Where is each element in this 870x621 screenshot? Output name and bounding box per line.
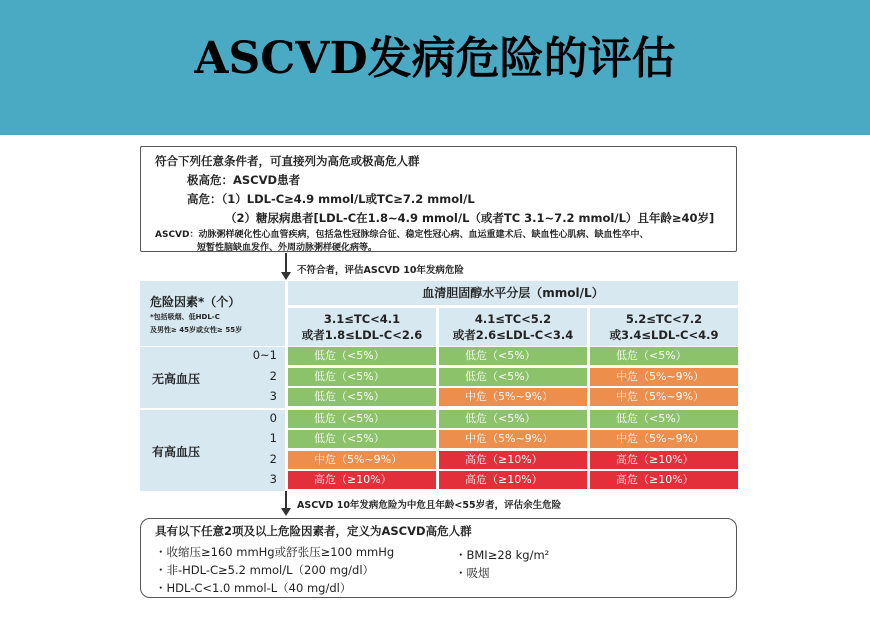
cholesterol-header: 血清胆固醇水平分层（mmol/L） <box>288 281 738 305</box>
risk-factor-note-1: *包括吸烟、低HDL-C <box>150 313 220 321</box>
very-high-risk-criteria: 极高危：ASCVD患者 <box>187 173 301 187</box>
risk-level-cell: 低危（<5%） <box>590 410 738 428</box>
risk-level-cell: 中危（5%~9%） <box>590 388 738 406</box>
risk-factor-count: 0 <box>269 410 277 425</box>
ascvd-note-continued: 短暂性脑缺血发作、外周动脉粥样硬化病等。 <box>197 243 378 253</box>
risk-level-cell: 低危（<5%） <box>288 430 436 448</box>
column-header-1 <box>288 308 436 346</box>
risk-level-cell: 中危（5%~9%） <box>288 451 436 469</box>
right-factor-1: ・BMI≥28 kg/m² <box>455 548 550 562</box>
risk-level-cell: 中危（5%~9%） <box>439 430 587 448</box>
column-header-tc: 5.2≤TC<7.2 <box>625 312 703 326</box>
column-header-3 <box>590 308 738 346</box>
risk-factor-count: 3 <box>269 389 277 403</box>
column-header-ldl: 或3.4≤LDL-C<4.9 <box>609 328 719 342</box>
flow-arrow-1 <box>285 253 287 273</box>
high-risk-criteria-1: 高危：（1）LDL-C≥4.9 mmol/L或TC≥7.2 mmol/L <box>187 192 475 206</box>
column-header-ldl: 或者1.8≤LDL-C<2.6 <box>301 328 423 342</box>
risk-level-cell: 高危（≥10%） <box>590 451 738 469</box>
page-title: ASCVD发病危险的评估 <box>194 33 676 84</box>
high-risk-criteria-2: （2）糖尿病患者[LDL-C在1.8~4.9 mmol/L（或者TC 3.1~7.2 mmol/L）且年龄≥40岁] <box>225 211 715 225</box>
risk-factor-note-2: 及男性≥ 45岁或女性≥ 55岁 <box>150 326 243 334</box>
risk-level-cell: 低危（<5%） <box>439 410 587 428</box>
criteria-box <box>140 146 737 252</box>
risk-level-cell: 低危（<5%） <box>288 410 436 428</box>
high-risk-factors-heading: 具有以下任意2项及以上危险因素者，定义为ASCVD高危人群 <box>155 524 472 538</box>
criteria-heading: 符合下列任意条件者，可直接列为高危或极高危人群 <box>155 154 420 168</box>
left-factor-3: ・HDL-C<1.0 mmol-L（40 mg/dl） <box>155 581 352 595</box>
flow-arrow-2-head <box>281 508 291 516</box>
risk-factor-count: 2 <box>269 451 277 466</box>
flow-arrow-1-label: 不符合者，评估ASCVD 10年发病危险 <box>297 265 464 276</box>
group-1 <box>140 347 285 408</box>
risk-level-cell: 高危（≥10%） <box>439 451 587 469</box>
risk-factor-header: 危险因素*（个） <box>150 295 241 309</box>
flow-arrow-2 <box>285 491 287 509</box>
risk-level-cell: 高危（≥10%） <box>288 471 436 489</box>
risk-level-cell: 中危（5%~9%） <box>590 430 738 448</box>
group-2 <box>140 410 285 491</box>
column-header-tc: 4.1≤TC<5.2 <box>474 312 552 326</box>
risk-level-cell: 低危（<5%） <box>590 347 738 365</box>
flow-arrow-1-head <box>281 272 291 280</box>
group-label: 有高血压 <box>152 444 201 459</box>
risk-level-cell: 高危（≥10%） <box>439 471 587 489</box>
risk-factor-count: 3 <box>269 472 277 486</box>
risk-level-cell: 低危（<5%） <box>288 368 436 386</box>
risk-level-cell: 低危（<5%） <box>288 347 436 365</box>
risk-level-cell: 高危（≥10%） <box>590 471 738 489</box>
risk-level-cell: 中危（5%~9%） <box>590 368 738 386</box>
risk-level-cell: 中危（5%~9%） <box>439 388 587 406</box>
risk-factor-count: 0~1 <box>252 348 277 362</box>
group-label: 无高血压 <box>152 371 201 386</box>
risk-level-cell: 低危（<5%） <box>439 347 587 365</box>
ascvd-note: ASCVD：动脉粥样硬化性心血管疾病，包括急性冠脉综合征、稳定性冠心病、血运重建术后、缺血性心肌病、缺血性卒中、 <box>155 230 649 240</box>
risk-factor-header-cell <box>140 281 285 346</box>
flow-arrow-2-label: ASCVD 10年发病危险为中危且年龄<55岁者，评估余生危险 <box>297 500 562 511</box>
column-header-2 <box>439 308 587 346</box>
right-factor-2: ・吸烟 <box>455 566 490 580</box>
risk-table <box>140 281 738 491</box>
left-factor-2: ・非-HDL-C≥5.2 mmol/L（200 mg/dl） <box>155 563 375 577</box>
risk-level-cell: 低危（<5%） <box>439 368 587 386</box>
risk-factor-count: 1 <box>269 431 277 445</box>
high-risk-factors-box <box>140 518 737 598</box>
column-header-tc: 3.1≤TC<4.1 <box>323 312 401 326</box>
left-factor-1: ・收缩压≥160 mmHg或舒张压≥100 mmHg <box>155 545 395 559</box>
risk-level-cell: 低危（<5%） <box>288 388 436 406</box>
risk-factor-count: 2 <box>269 368 277 383</box>
column-header-ldl: 或者2.6≤LDL-C<3.4 <box>452 328 574 342</box>
